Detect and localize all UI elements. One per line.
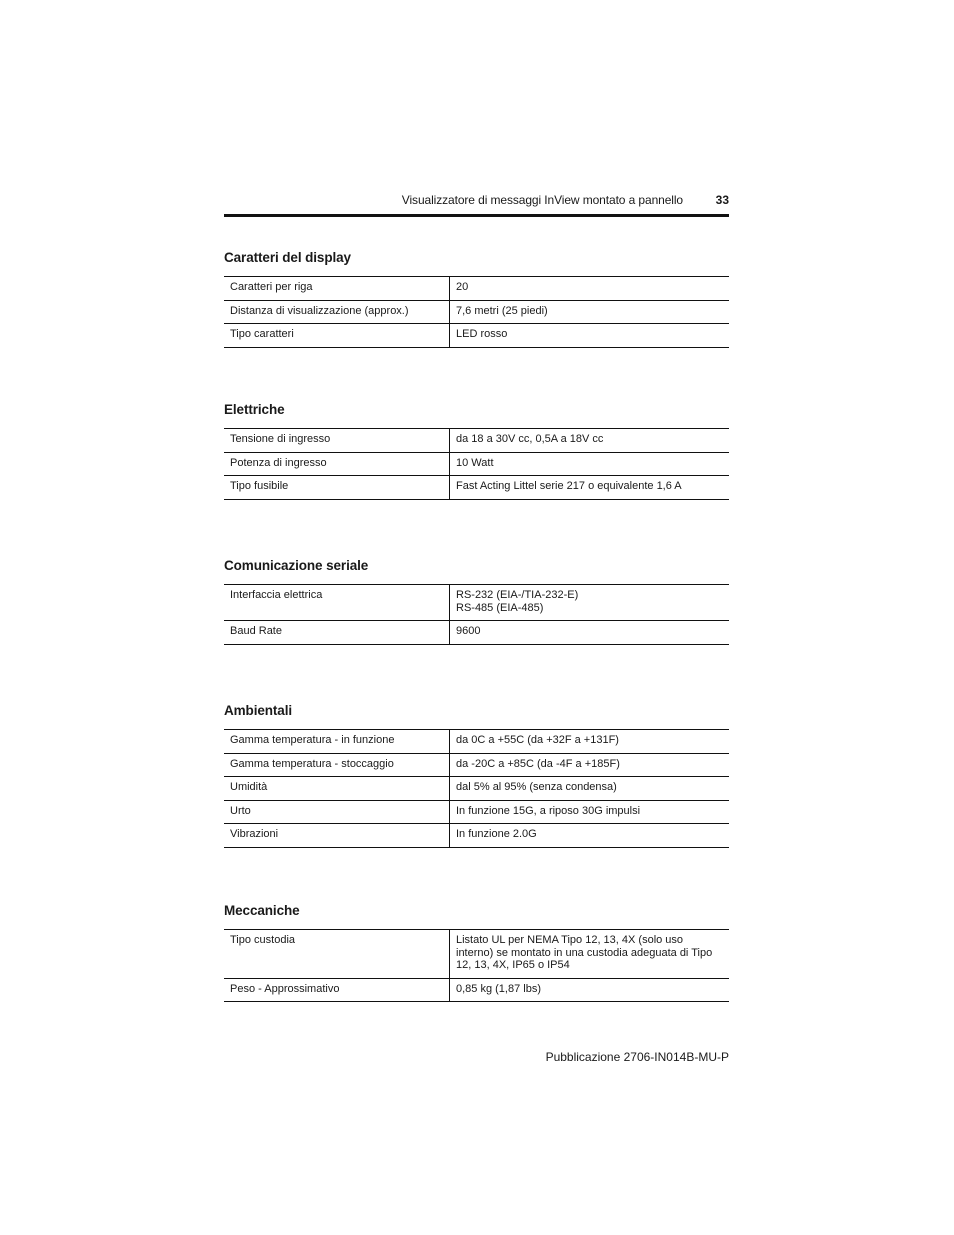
row-value: dal 5% al 95% (senza condensa): [450, 777, 730, 801]
row-value: LED rosso: [450, 324, 730, 348]
table-row: [224, 277, 729, 301]
table-row: [224, 476, 729, 500]
row-label: Distanza di visualizzazione (approx.): [224, 300, 450, 324]
spec-table: [224, 729, 729, 848]
table-row: [224, 730, 729, 754]
row-value: 7,6 metri (25 piedi): [450, 300, 730, 324]
row-label: Tipo caratteri: [224, 324, 450, 348]
table-row: [224, 978, 729, 1002]
spec-table: [224, 929, 729, 1002]
section-environmental: [224, 703, 729, 848]
section-electrical: [224, 402, 729, 500]
table-row: [224, 621, 729, 645]
row-label: Umidità: [224, 777, 450, 801]
row-label: Potenza di ingresso: [224, 452, 450, 476]
publication-number: Pubblicazione 2706-IN014B-MU-P: [545, 1050, 729, 1064]
row-value: Listato UL per NEMA Tipo 12, 13, 4X (solo uso interno) se montato in una custodia adeguata di Tipo 12, 13, 4X, IP65 o IP54: [456, 934, 713, 971]
page-header: [224, 190, 729, 217]
table-row: [224, 777, 729, 801]
row-label: Urto: [224, 800, 450, 824]
header-title: Visualizzatore di messaggi InView montato a pannello: [401, 193, 683, 207]
section-display-characters: [224, 250, 729, 348]
table-row: [224, 930, 729, 979]
row-label: Baud Rate: [224, 621, 450, 645]
spec-table: [224, 276, 729, 348]
section-mechanical: [224, 903, 729, 1002]
page-number: 33: [715, 193, 729, 207]
table-row: [224, 800, 729, 824]
section-title: Meccaniche: [224, 903, 300, 918]
table-row: [224, 585, 729, 621]
section-title: Elettriche: [224, 402, 285, 417]
row-value: da -20C a +85C (da -4F a +185F): [450, 753, 730, 777]
spec-table: [224, 428, 729, 500]
section-serial-communication: [224, 558, 729, 645]
row-value-line: RS-232 (EIA-/TIA-232-E): [456, 589, 579, 601]
row-label: Gamma temperatura - stoccaggio: [224, 753, 450, 777]
row-label: Tipo custodia: [224, 930, 450, 979]
row-value: da 18 a 30V cc, 0,5A a 18V cc: [456, 433, 604, 445]
row-label: Interfaccia elettrica: [224, 585, 450, 621]
row-value: In funzione 15G, a riposo 30G impulsi: [450, 800, 730, 824]
row-value: In funzione 2.0G: [450, 824, 730, 848]
row-value: 20: [456, 281, 469, 293]
row-label: Peso - Approssimativo: [224, 978, 450, 1002]
row-label: Gamma temperatura - in funzione: [224, 730, 450, 754]
table-row: [224, 824, 729, 848]
table-row: [224, 753, 729, 777]
row-value: 9600: [450, 621, 730, 645]
row-value: Fast Acting Littel serie 217 o equivalente 1,6 A: [450, 476, 730, 500]
table-row: [224, 429, 729, 453]
row-label: Tipo fusibile: [224, 476, 450, 500]
row-label: Tensione di ingresso: [224, 429, 450, 453]
row-value: [450, 585, 730, 621]
table-row: [224, 300, 729, 324]
row-value: da 0C a +55C (da +32F a +131F): [456, 734, 619, 746]
table-row: [224, 324, 729, 348]
row-value-line: RS-485 (EIA-485): [456, 601, 544, 614]
row-value: 0,85 kg (1,87 lbs): [450, 978, 730, 1002]
row-label: Vibrazioni: [224, 824, 450, 848]
row-value: 10 Watt: [450, 452, 730, 476]
row-label: Caratteri per riga: [224, 277, 450, 301]
spec-table: [224, 584, 729, 645]
section-title: Ambientali: [224, 703, 293, 718]
section-title: Comunicazione seriale: [224, 558, 369, 573]
table-row: [224, 452, 729, 476]
section-title: Caratteri del display: [224, 250, 351, 265]
